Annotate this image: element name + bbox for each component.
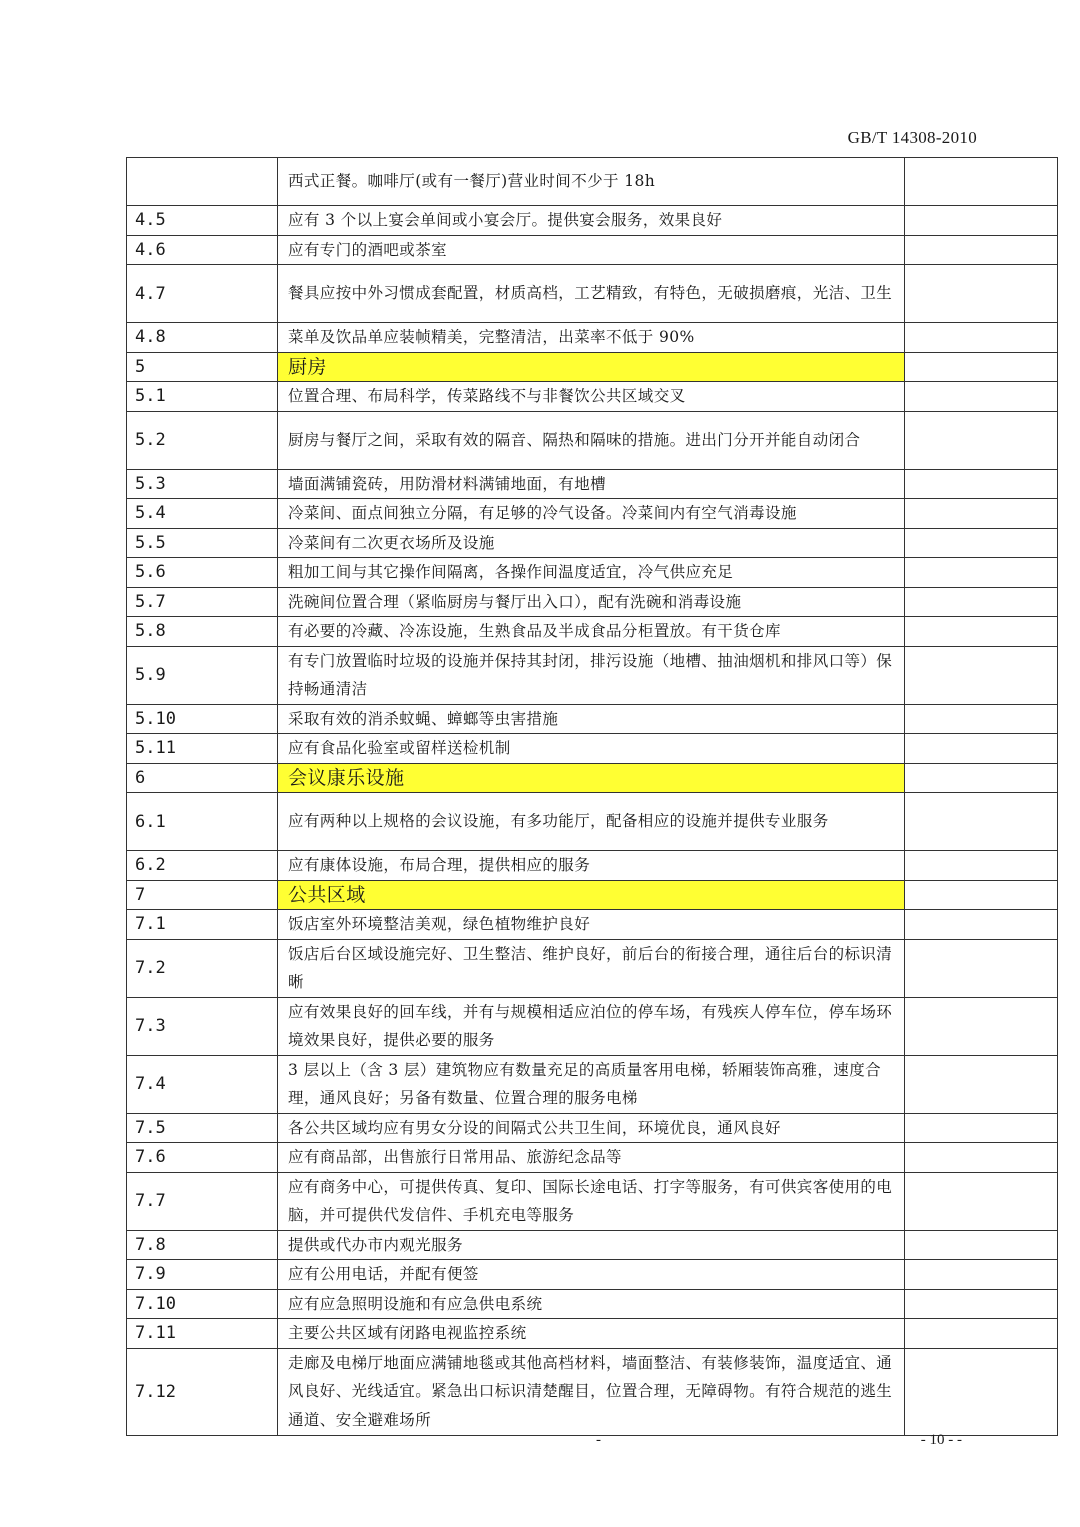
score-cell: [905, 1113, 1058, 1143]
clause-number: 7.12: [127, 1348, 278, 1435]
table-row: [127, 1172, 1058, 1230]
score-cell: [905, 1143, 1058, 1173]
clause-text: 主要公共区域有闭路电视监控系统: [278, 1319, 905, 1349]
clause-text: 粗加工间与其它操作间隔离，各操作间温度适宜，冷气供应充足: [278, 558, 905, 588]
clause-text: 应有两种以上规格的会议设施，有多功能厅，配备相应的设施并提供专业服务: [278, 793, 905, 851]
clause-text: 应有商品部，出售旅行日常用品、旅游纪念品等: [278, 1143, 905, 1173]
clause-text: 采取有效的消杀蚊蝇、蟑螂等虫害措施: [278, 704, 905, 734]
clause-number: 6.1: [127, 793, 278, 851]
clause-number: [127, 158, 278, 206]
score-cell: [905, 1055, 1058, 1113]
section-row: [127, 763, 1058, 793]
clause-number: 7.7: [127, 1172, 278, 1230]
clause-text: 西式正餐。咖啡厅(或有一餐厅)营业时间不少于 18h: [278, 158, 905, 206]
score-cell: [905, 1289, 1058, 1319]
footer-dot: -: [596, 1432, 601, 1448]
table-row: [127, 265, 1058, 323]
table-row: [127, 499, 1058, 529]
clause-text: 应有商务中心，可提供传真、复印、国际长途电话、打字等服务，有可供宾客使用的电脑，并可提供代发信件、手机充电等服务: [278, 1172, 905, 1230]
table-row: [127, 469, 1058, 499]
clause-text: 饭店室外环境整洁美观，绿色植物维护良好: [278, 910, 905, 940]
score-cell: [905, 1172, 1058, 1230]
clause-text: 洗碗间位置合理（紧临厨房与餐厅出入口），配有洗碗和消毒设施: [278, 587, 905, 617]
section-row: [127, 880, 1058, 910]
table-row: [127, 323, 1058, 353]
clause-text: 各公共区域均应有男女分设的间隔式公共卫生间，环境优良，通风良好: [278, 1113, 905, 1143]
clause-number: 6: [127, 763, 278, 793]
clause-number: 4.5: [127, 206, 278, 236]
section-title: 公共区域: [278, 880, 905, 910]
clause-text: 应有应急照明设施和有应急供电系统: [278, 1289, 905, 1319]
score-cell: [905, 880, 1058, 910]
score-cell: [905, 235, 1058, 265]
table-row: [127, 997, 1058, 1055]
clause-text: 冷菜间、面点间独立分隔，有足够的冷气设备。冷菜间内有空气消毒设施: [278, 499, 905, 529]
clause-number: 7.8: [127, 1230, 278, 1260]
table-row: [127, 1230, 1058, 1260]
score-cell: [905, 793, 1058, 851]
table-row: [127, 206, 1058, 236]
table-row: [127, 1260, 1058, 1290]
clause-number: 5.1: [127, 382, 278, 412]
clause-number: 7.1: [127, 910, 278, 940]
clause-text: 有必要的冷藏、冷冻设施，生熟食品及半成食品分柜置放。有干货仓库: [278, 617, 905, 647]
clause-text: 走廊及电梯厅地面应满铺地毯或其他高档材料，墙面整洁、有装修装饰，温度适宜、通风良好、光线适宜。紧急出口标识清楚醒目，位置合理，无障碍物。有符合规范的逃生通道、安全避难场所: [278, 1348, 905, 1435]
score-cell: [905, 158, 1058, 206]
score-cell: [905, 411, 1058, 469]
table-row: [127, 528, 1058, 558]
clause-number: 5.11: [127, 734, 278, 764]
clause-text: 餐具应按中外习惯成套配置，材质高档，工艺精致，有特色，无破损磨痕，光洁、卫生: [278, 265, 905, 323]
clause-number: 7.3: [127, 997, 278, 1055]
table-row: [127, 235, 1058, 265]
clause-text: 有专门放置临时垃圾的设施并保持其封闭，排污设施（地槽、抽油烟机和排风口等）保持畅通清洁: [278, 646, 905, 704]
clause-text: 菜单及饮品单应装帧精美，完整清洁，出菜率不低于 90%: [278, 323, 905, 353]
score-cell: [905, 734, 1058, 764]
score-cell: [905, 1348, 1058, 1435]
clause-text: 厨房与餐厅之间，采取有效的隔音、隔热和隔味的措施。进出门分开并能自动闭合: [278, 411, 905, 469]
clause-number: 4.7: [127, 265, 278, 323]
clause-number: 5: [127, 352, 278, 382]
clause-number: 6.2: [127, 851, 278, 881]
table-row: [127, 587, 1058, 617]
score-cell: [905, 206, 1058, 236]
standards-table-body: [127, 158, 1058, 1436]
table-row: [127, 939, 1058, 997]
clause-text: 应有专门的酒吧或茶室: [278, 235, 905, 265]
score-cell: [905, 323, 1058, 353]
table-row: [127, 646, 1058, 704]
clause-number: 5.2: [127, 411, 278, 469]
score-cell: [905, 851, 1058, 881]
clause-text: 冷菜间有二次更衣场所及设施: [278, 528, 905, 558]
table-row: [127, 558, 1058, 588]
clause-text: 应有康体设施，布局合理，提供相应的服务: [278, 851, 905, 881]
clause-text: 墙面满铺瓷砖，用防滑材料满铺地面，有地槽: [278, 469, 905, 499]
score-cell: [905, 469, 1058, 499]
clause-number: 4.6: [127, 235, 278, 265]
clause-number: 7.5: [127, 1113, 278, 1143]
score-cell: [905, 382, 1058, 412]
table-row: [127, 704, 1058, 734]
score-cell: [905, 587, 1058, 617]
table-row: [127, 1113, 1058, 1143]
table-row: [127, 910, 1058, 940]
score-cell: [905, 1319, 1058, 1349]
score-cell: [905, 1230, 1058, 1260]
table-row: [127, 382, 1058, 412]
score-cell: [905, 558, 1058, 588]
clause-number: 7: [127, 880, 278, 910]
section-title: 厨房: [278, 352, 905, 382]
score-cell: [905, 763, 1058, 793]
clause-text: 应有 3 个以上宴会单间或小宴会厅。提供宴会服务，效果良好: [278, 206, 905, 236]
score-cell: [905, 1260, 1058, 1290]
clause-number: 5.3: [127, 469, 278, 499]
clause-number: 7.11: [127, 1319, 278, 1349]
clause-text: 饭店后台区域设施完好、卫生整洁、维护良好，前后台的衔接合理，通往后台的标识清晰: [278, 939, 905, 997]
table-row: [127, 1055, 1058, 1113]
table-row: [127, 411, 1058, 469]
section-title: 会议康乐设施: [278, 763, 905, 793]
table-row: [127, 793, 1058, 851]
section-row: [127, 352, 1058, 382]
table-row: [127, 617, 1058, 647]
clause-number: 5.6: [127, 558, 278, 588]
clause-number: 7.9: [127, 1260, 278, 1290]
clause-number: 5.7: [127, 587, 278, 617]
score-cell: [905, 939, 1058, 997]
clause-number: 7.4: [127, 1055, 278, 1113]
clause-number: 7.10: [127, 1289, 278, 1319]
table-row: [127, 851, 1058, 881]
score-cell: [905, 352, 1058, 382]
clause-text: 提供或代办市内观光服务: [278, 1230, 905, 1260]
table-row: [127, 1143, 1058, 1173]
table-row: [127, 1289, 1058, 1319]
score-cell: [905, 528, 1058, 558]
score-cell: [905, 997, 1058, 1055]
score-cell: [905, 617, 1058, 647]
score-cell: [905, 499, 1058, 529]
score-cell: [905, 704, 1058, 734]
page-number: - 10 - -: [920, 1432, 962, 1448]
clause-number: 5.9: [127, 646, 278, 704]
clause-text: 应有效果良好的回车线，并有与规模相适应泊位的停车场，有残疾人停车位，停车场环境效果良好，提供必要的服务: [278, 997, 905, 1055]
clause-number: 5.4: [127, 499, 278, 529]
table-row: [127, 734, 1058, 764]
clause-number: 7.6: [127, 1143, 278, 1173]
standard-code: GB/T 14308-2010: [847, 128, 977, 147]
score-cell: [905, 646, 1058, 704]
clause-number: 7.2: [127, 939, 278, 997]
clause-text: 位置合理、布局科学，传菜路线不与非餐饮公共区域交叉: [278, 382, 905, 412]
table-row: [127, 1319, 1058, 1349]
clause-number: 4.8: [127, 323, 278, 353]
standards-table: [126, 157, 1058, 1436]
table-row: [127, 1348, 1058, 1435]
table-row: [127, 158, 1058, 206]
score-cell: [905, 910, 1058, 940]
clause-number: 5.10: [127, 704, 278, 734]
clause-number: 5.8: [127, 617, 278, 647]
clause-text: 应有公用电话，并配有便签: [278, 1260, 905, 1290]
clause-text: 3 层以上（含 3 层）建筑物应有数量充足的高质量客用电梯，轿厢装饰高雅，速度合理，通风良好；另备有数量、位置合理的服务电梯: [278, 1055, 905, 1113]
clause-number: 5.5: [127, 528, 278, 558]
score-cell: [905, 265, 1058, 323]
clause-text: 应有食品化验室或留样送检机制: [278, 734, 905, 764]
